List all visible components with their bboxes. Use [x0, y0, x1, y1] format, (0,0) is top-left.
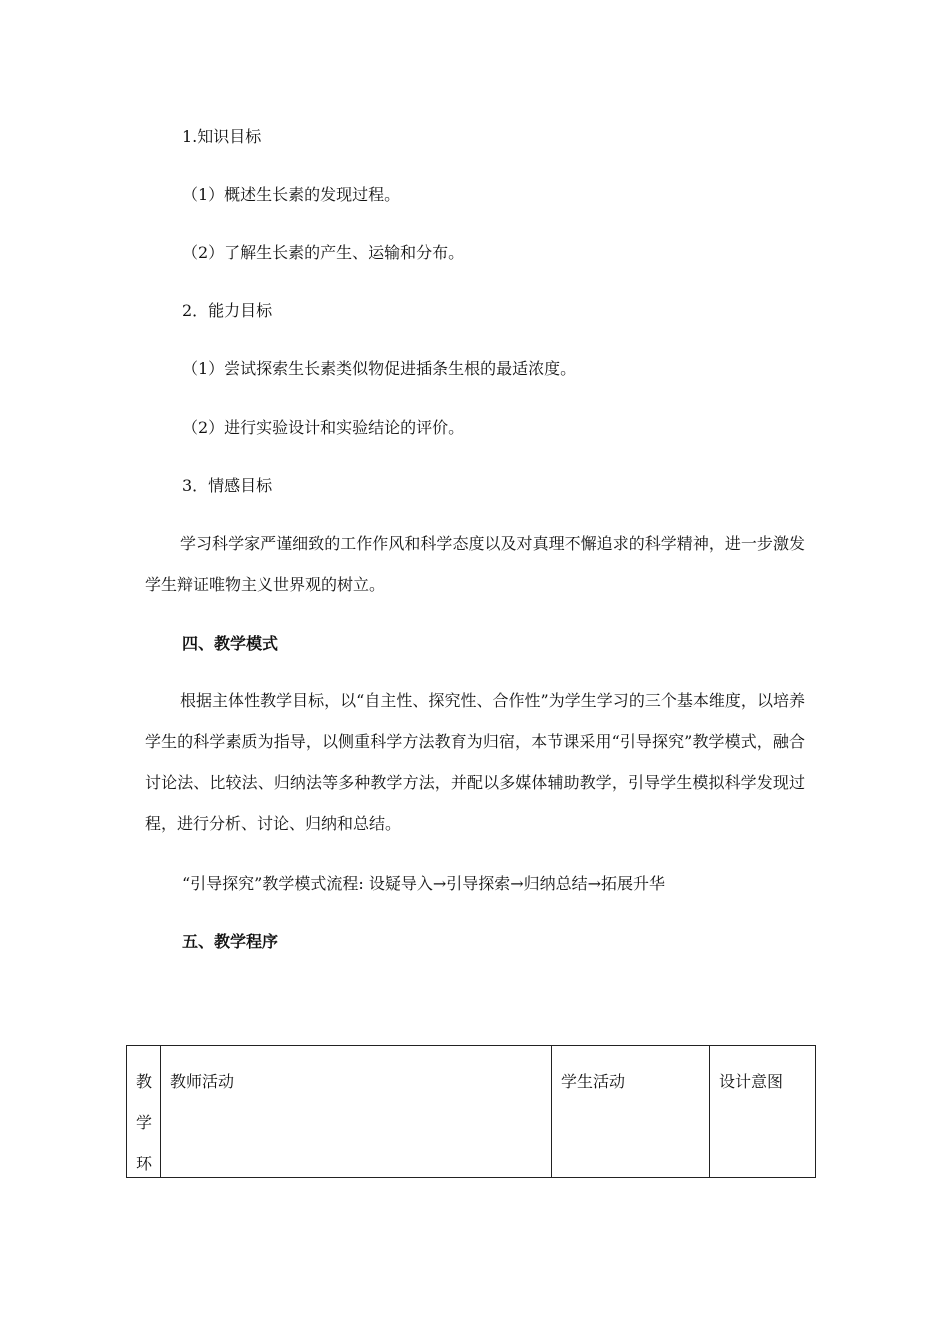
teaching-mode-flow: “引导探究”教学模式流程: 设疑导入→引导探索→归纳总结→拓展升华: [182, 874, 666, 893]
emotion-objective-heading: 3．情感目标: [182, 476, 273, 495]
table-header-row: [127, 1046, 816, 1178]
design-intent-label: 设计意图: [719, 1072, 784, 1091]
knowledge-objective-item-1: （1）概述生长素的发现过程。: [182, 185, 401, 204]
teaching-link-char-3: 环: [136, 1154, 153, 1173]
teaching-link-header: [127, 1046, 161, 1178]
teaching-program-table: [126, 1045, 816, 1178]
ability-objective-item-2: （2）进行实验设计和实验结论的评价。: [182, 418, 465, 437]
design-intent-header: [710, 1046, 816, 1178]
student-activity-label: 学生活动: [561, 1072, 626, 1091]
ability-objective-heading: 2．能力目标: [182, 301, 273, 320]
teaching-program-heading: 五、教学程序: [182, 932, 279, 951]
teaching-mode-paragraph: 根据主体性教学目标，以“自主性、探究性、合作性”为学生学习的三个基本维度，以培养学生的科学素质为指导，以侧重科学方法教育为归宿，本节课采用“引导探究”教学模式，融合讨论法、比较法、归纳法等多种教学方法，并配以多媒体辅助教学，引导学生模拟科学发现过程，进行分析、讨论、归纳和总结。: [145, 691, 805, 833]
knowledge-objective-heading: 1.知识目标: [182, 127, 262, 146]
teaching-link-char-1: 教: [136, 1072, 153, 1091]
teacher-activity-label: 教师活动: [170, 1072, 235, 1091]
teacher-activity-header: [161, 1046, 552, 1178]
teaching-link-char-2: 学: [136, 1113, 153, 1132]
knowledge-objective-item-2: （2）了解生长素的产生、运输和分布。: [182, 243, 465, 262]
student-activity-header: [552, 1046, 710, 1178]
emotion-objective-paragraph: 学习科学家严谨细致的工作作风和科学态度以及对真理不懈追求的科学精神，进一步激发学生辩证唯物主义世界观的树立。: [145, 534, 805, 594]
ability-objective-item-1: （1）尝试探索生长素类似物促进插条生根的最适浓度。: [182, 359, 577, 378]
teaching-mode-heading: 四、教学模式: [182, 634, 279, 653]
